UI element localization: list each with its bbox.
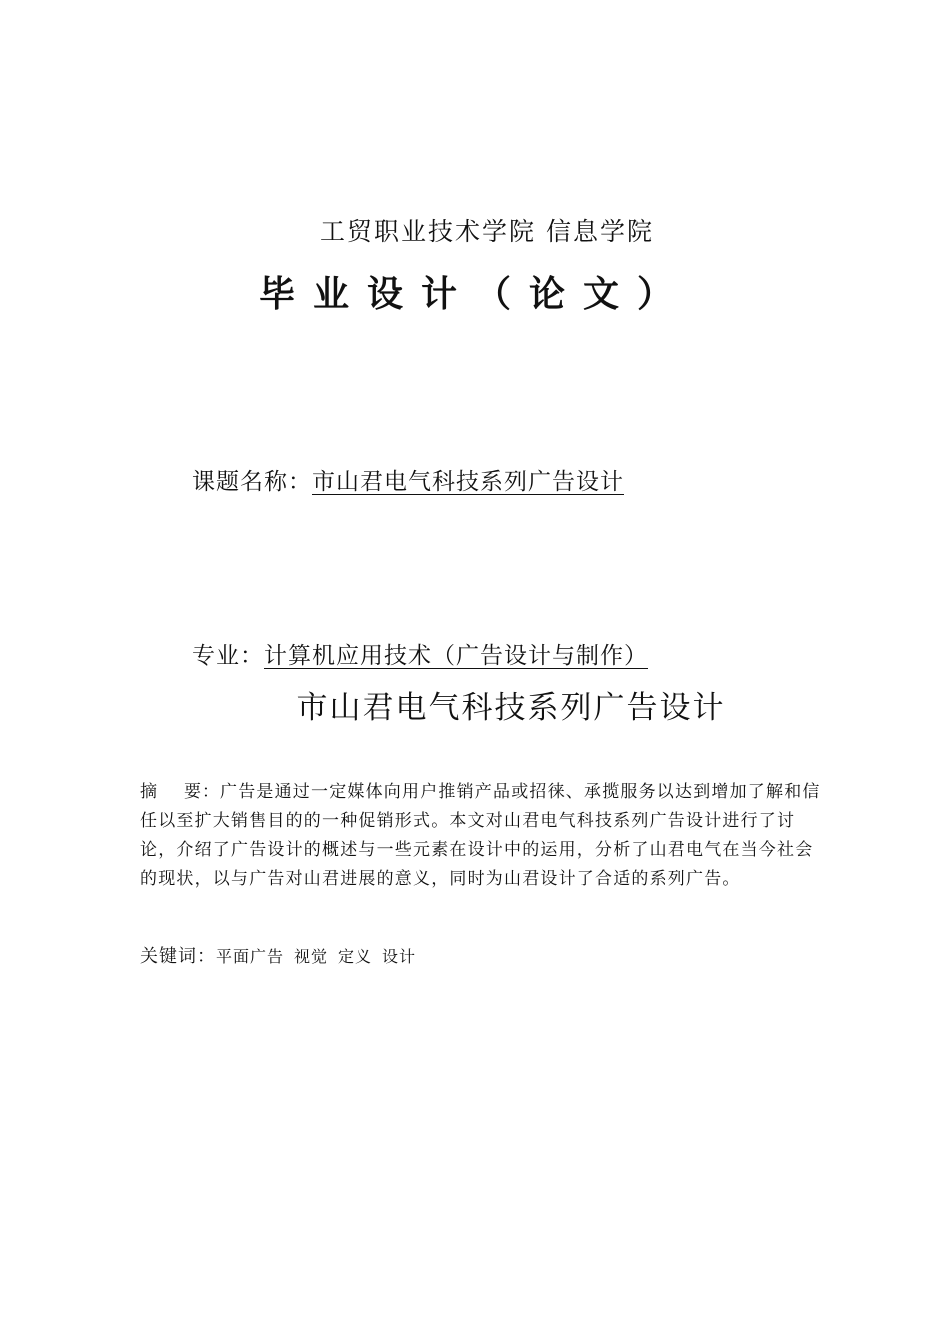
major-value: 计算机应用技术（广告设计与制作） [264,643,648,669]
abstract-text: 广告是通过一定媒体向用户推销产品或招徕、承揽服务以达到增加了解和信任以至扩大销售目的的一种促销形式。本文对山君电气科技系列广告设计进行了讨论，介绍了广告设计的概述与一些元素在设计中的运用，分析了山君电气在当今社会的现状，以与广告对山君进展的意义，同时为山君设计了合适的系列广告。 [140,782,821,889]
keyword-item: 设计 [382,947,417,966]
abstract-label-second: 要： [184,782,220,802]
abstract-paragraph [140,778,830,894]
institution-name: 工贸职业技术学院 信息学院 [320,217,654,246]
keywords-line [140,942,426,968]
topic-value: 市山君电气科技系列广告设计 [312,469,624,495]
keyword-item: 平面广告 [216,947,285,966]
document-type-title: 毕业设计（论文） [258,274,691,315]
thesis-heading: 市山君电气科技系列广告设计 [296,690,726,726]
abstract-label-first: 摘 [140,782,158,802]
major-field [192,637,648,670]
major-label: 专业： [192,643,264,669]
keywords-label: 关键词： [140,946,216,967]
abstract-label [140,782,220,802]
topic-field [192,463,624,496]
keyword-item: 视觉 [294,947,329,966]
topic-label: 课题名称： [192,469,312,495]
keyword-item: 定义 [338,947,373,966]
